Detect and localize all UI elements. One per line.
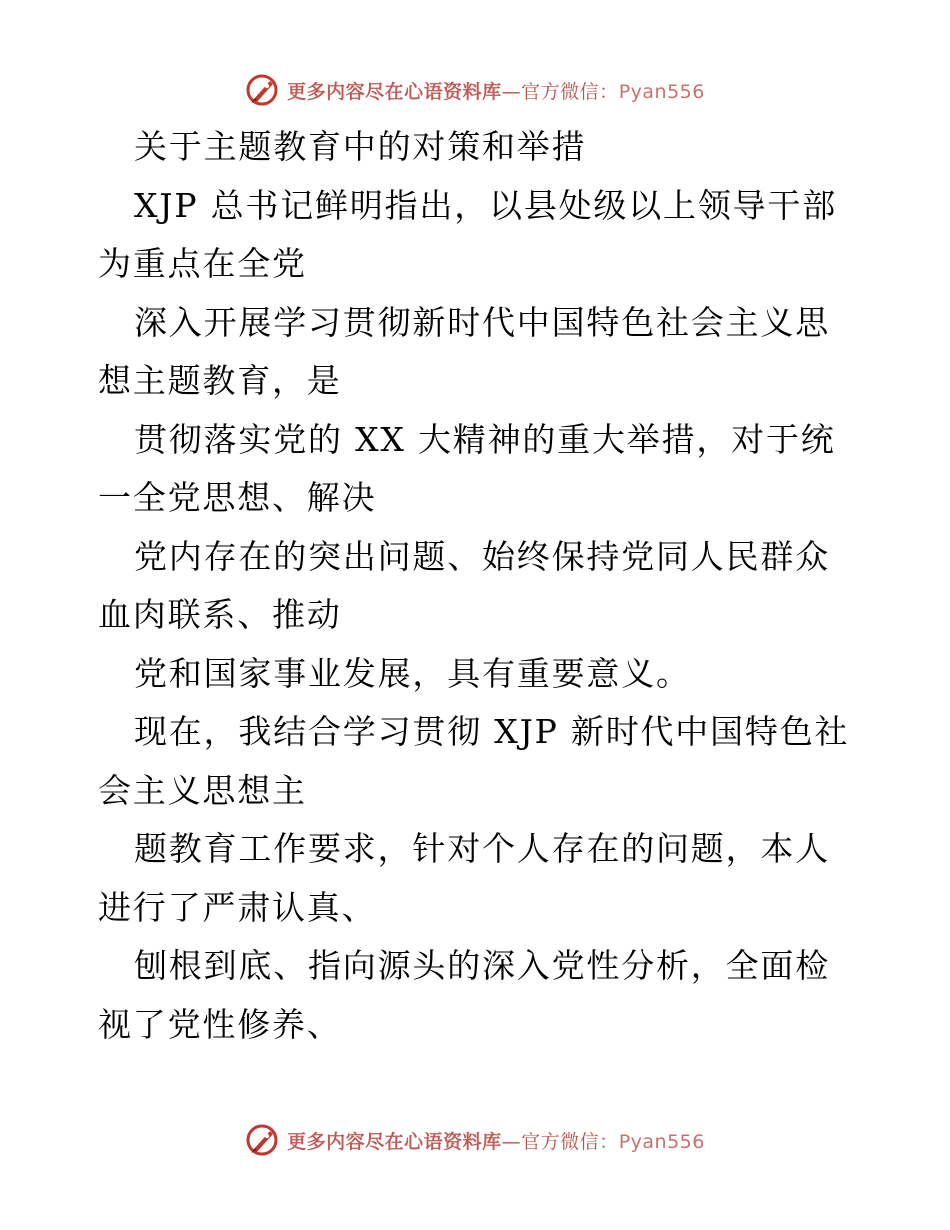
header-banner [0,70,950,110]
document-body [98,118,854,1054]
banner-brand: 更多内容尽在心语资料库 [287,1130,502,1153]
banner-label: 官方微信： [521,80,619,103]
paragraph: 深入开展学习贯彻新时代中国特色社会主义思想主题教育，是 [98,302,830,400]
paragraph: 党和国家事业发展，具有重要意义。 [134,653,691,693]
banner-brand: 更多内容尽在心语资料库 [287,80,502,103]
quill-pen-logo-icon [245,73,279,107]
paragraph: 贯彻落实党的 XX 大精神的重大举措，对于统一全党思想、解决 [98,419,836,517]
footer-banner [0,1120,950,1160]
banner-dash: — [501,1130,522,1153]
paragraph: XJP 总书记鲜明指出，以县处级以上领导干部为重点在全党 [98,185,838,283]
banner-wechat-id: Pyan556 [618,1130,705,1153]
paragraph: 刨根到底、指向源头的深入党性分析，全面检视了党性修养、 [98,946,830,1044]
paragraph: 题教育工作要求，针对个人存在的问题，本人进行了严肃认真、 [98,829,830,927]
document-title: 关于主题教育中的对策和举措 [134,127,587,166]
banner-text [287,1127,705,1154]
banner-dash: — [501,80,522,103]
banner-wechat-id: Pyan556 [618,80,705,103]
paragraph: 现在，我结合学习贯彻 XJP 新时代中国特色社会主义思想主 [98,712,850,810]
quill-pen-logo-icon [245,1123,279,1157]
banner-text [287,77,705,104]
paragraph: 党内存在的突出问题、始终保持党同人民群众血肉联系、推动 [98,536,830,634]
banner-label: 官方微信： [521,1130,619,1153]
